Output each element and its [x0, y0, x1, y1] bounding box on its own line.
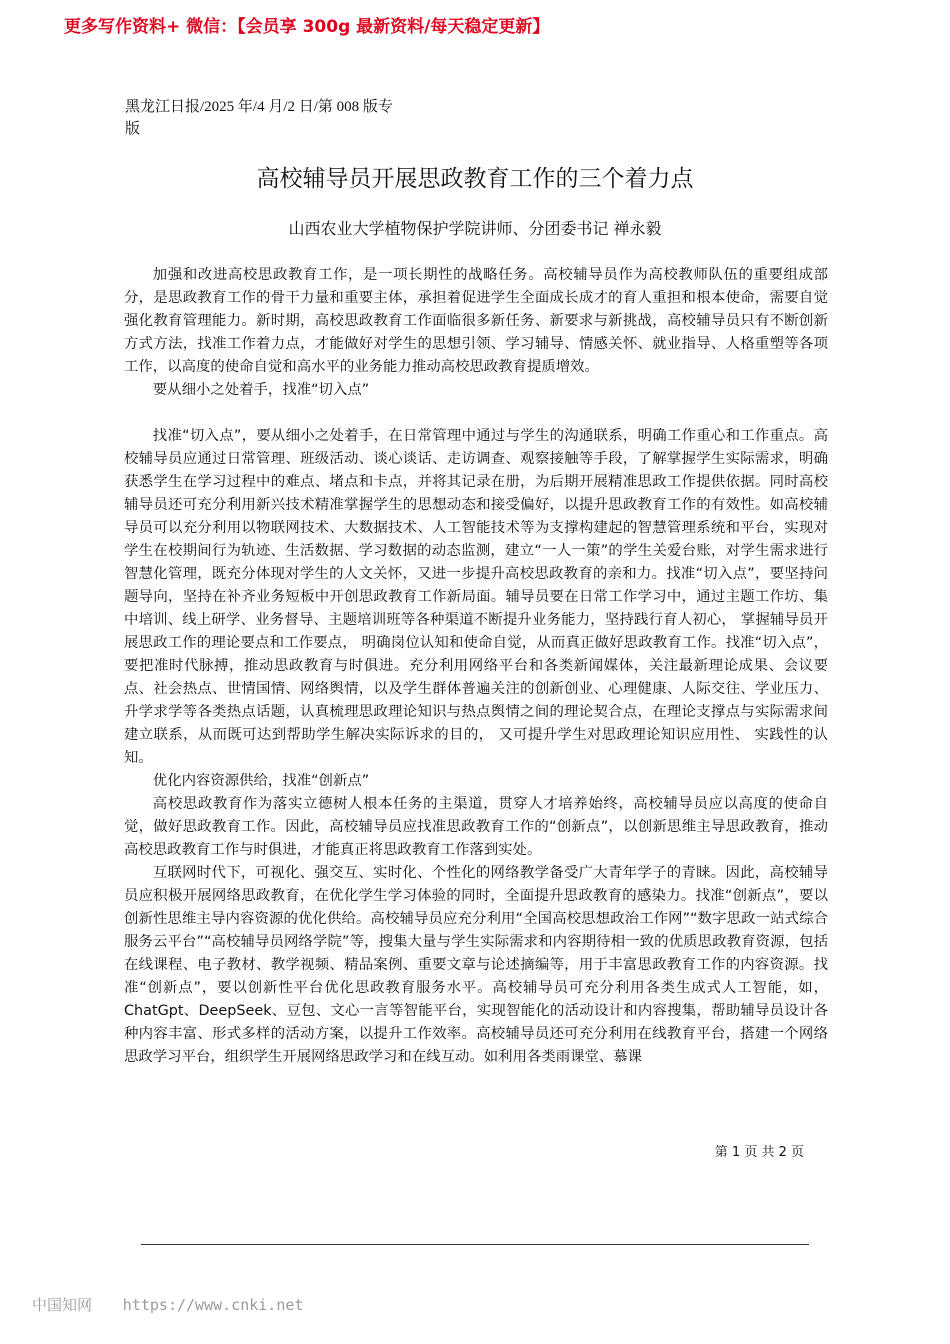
page-number: 第 1 页 共 2 页 — [714, 1145, 804, 1160]
footer-watermark — [32, 1294, 303, 1315]
section-heading-1: 要从细小之处着手，找准“切入点” — [152, 382, 370, 398]
article-body — [124, 264, 828, 1069]
section-heading-2: 优化内容资源供给，找准“创新点” — [152, 773, 370, 789]
footer-divider — [141, 1244, 809, 1245]
source-line: 黑龙江日报/2025 年/4 月/2 日/第 008 版专版 — [125, 99, 393, 137]
article-title: 高校辅导员开展思政教育工作的三个着力点 — [256, 166, 694, 192]
paragraph-intro: 加强和改进高校思政教育工作，是一项长期性的战略任务。高校辅导员作为高校教师队伍的重要组成部分，是思政教育工作的骨干力量和重要主体，承担着促进学生全面成长成才的育人重担和根本使命，需要自觉强化教育管理能力。新时期，高校思政教育工作面临很多新任务、新要求与新挑战，高校辅导员只有不断创新方式方法，找准工作着力点，才能做好对学生的思想引领、学习辅导、情感关怀、就业指导、人格重塑等各项工作，以高度的使命自觉和高水平的业务能力推动高校思政教育提质增效。 — [124, 267, 828, 375]
cnki-url[interactable]: https://www.cnki.net — [122, 1296, 304, 1314]
paragraph-2: 高校思政教育作为落实立德树人根本任务的主渠道，贯穿人才培养始终，高校辅导员应以高度的使命自觉，做好思政教育工作。因此，高校辅导员应找准思政教育工作的“创新点”，以创新思维主导思政教育，推动高校思政教育工作与时俱进，才能真正将思政教育工作落到实处。 — [124, 796, 828, 858]
article-author: 山西农业大学植物保护学院讲师、分团委书记 禅永毅 — [288, 219, 662, 238]
promo-banner: 更多写作资料+ 微信：【会员享 300g 最新资料/每天稳定更新】 — [64, 17, 550, 37]
paragraph-1: 找准“切入点”，要从细小之处着手，在日常管理中通过与学生的沟通联系，明确工作重心和工作重点。高校辅导员应通过日常管理、班级活动、谈心谈话、走访调查、观察接触等手段，了解掌握学生实际需求，明确获悉学生在学习过程中的难点、堵点和卡点，并将其记录在册，为后期开展精准思政工作提供依据。同时高校辅导员还可充分利用新兴技术精准掌握学生的思想动态和接受偏好，以提升思政教育工作的有效性。如高校辅导员可以充分利用以物联网技术、大数据技术、人工智能技术等为支撑构建起的智慧管理系统和平台，实现对学生在校期间行为轨迹、生活数据、学习数据的动态监测，建立“一人一策”的学生关爱台账，对学生需求进行智慧化管理，既充分体现对学生的人文关怀，又进一步提升高校思政教育的亲和力。找准“切入点”，要坚持问题导向，坚持在补齐业务短板中开创思政教育工作新局面。辅导员要在日常工作学习中，通过主题工作坊、集中培训、线上研学、业务督导、主题培训班等各种渠道不断提升业务能力，坚持践行育人初心， 掌握辅导员开展思政工作的理论要点和工作要点， 明确岗位认知和使命自觉，从而真正做好思政教育工作。找准“切入点”，要把准时代脉搏，推动思政教育与时俱进。充分利用网络平台和各类新闻媒体，关注最新理论成果、会议要点、社会热点、世情国情、网络舆情，以及学生群体普遍关注的创新创业、心理健康、人际交往、学业压力、升学求学等各类热点话题，认真梳理思政理论知识与热点舆情之间的理论契合点，在理论支撑点与实际需求间建立联系，从而既可达到帮助学生解决实际诉求的目的， 又可提升学生对思政理论知识应用性、 实践性的认知。 — [124, 428, 828, 766]
cnki-logo-text: 中国知网 — [32, 1296, 93, 1314]
paragraph-3: 互联网时代下，可视化、强交互、实时化、个性化的网络教学备受广大青年学子的青睐。因此，高校辅导员应积极开展网络思政教育，在优化学生学习体验的同时，全面提升思政教育的感染力。找准“创新点”，要以创新性思维主导内容资源的优化供给。高校辅导员应充分利用“全国高校思想政治工作网”“数字思政一站式综合服务云平台”“高校辅导员网络学院”等，搜集大量与学生实际需求和内容期待相一致的优质思政教育资源，包括在线课程、电子教材、教学视频、精品案例、重要文章与论述摘编等，用于丰富思政教育工作的内容资源。找准“创新点”，要以创新性平台优化思政教育服务水平。高校辅导员可充分利用各类生成式人工智能，如，ChatGpt、DeepSeek、豆包、文心一言等智能平台，实现智能化的活动设计和内容搜集，帮助辅导员设计各种内容丰富、形式多样的活动方案，以提升工作效率。高校辅导员还可充分利用在线教育平台，搭建一个网络思政学习平台，组织学生开展网络思政学习和在线互动。如利用各类雨课堂、慕课 — [124, 865, 828, 1065]
